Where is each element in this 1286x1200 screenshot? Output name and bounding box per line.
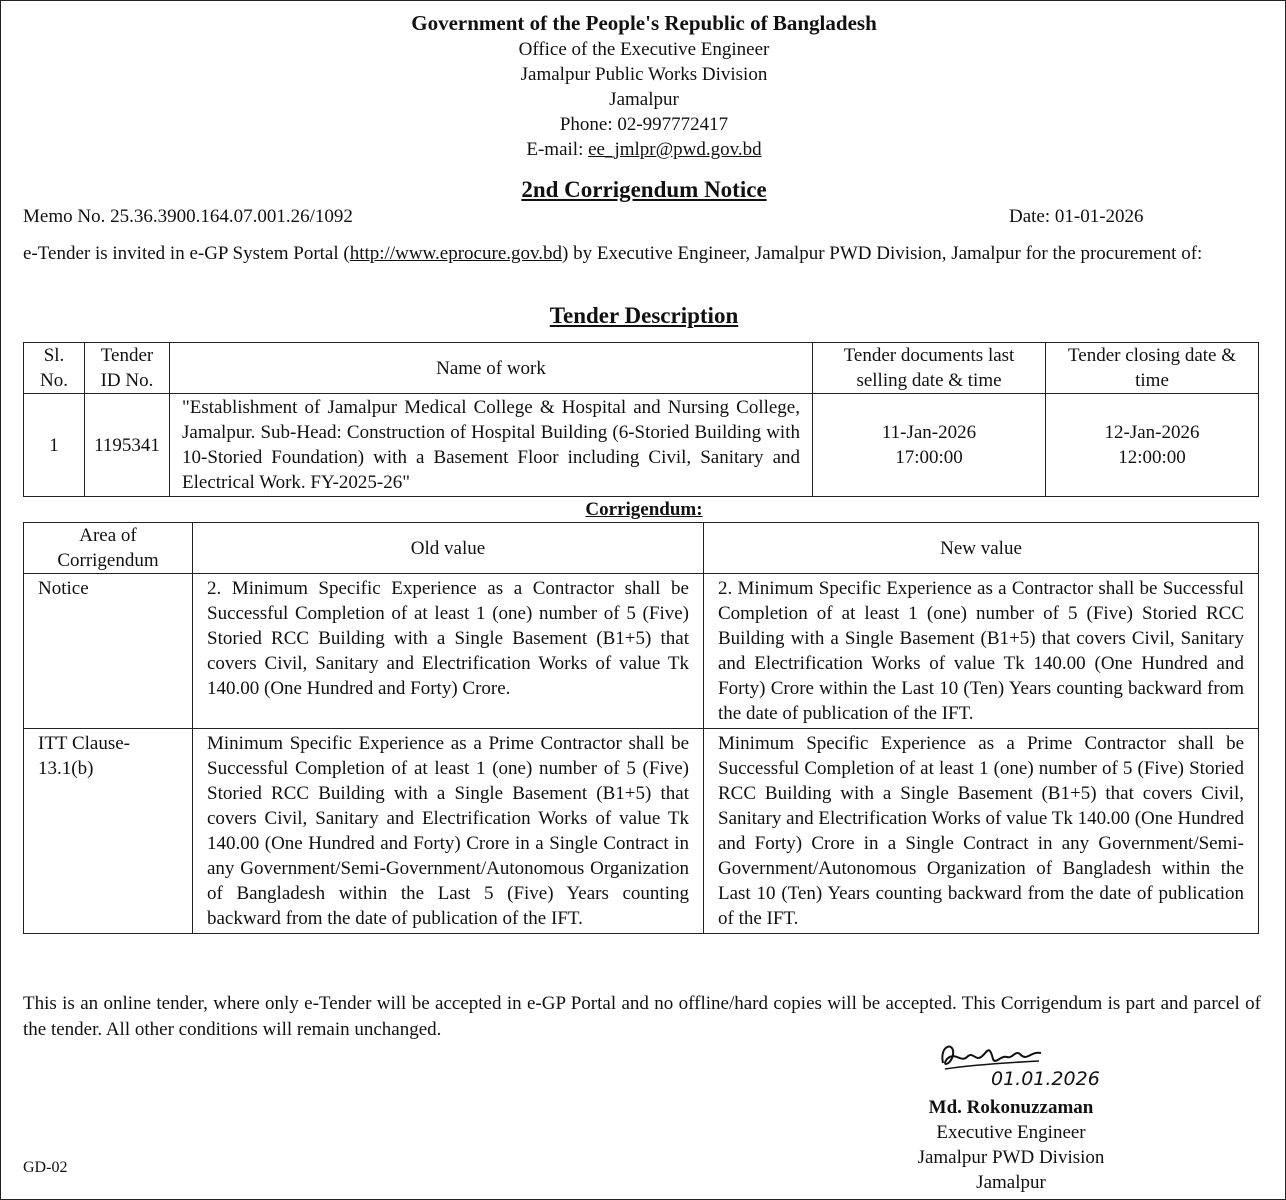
header-name-of-work: Name of work: [170, 343, 813, 394]
closing-time: 12:00:00: [1118, 447, 1186, 468]
signatory-designation: Executive Engineer: [936, 1122, 1086, 1143]
corrigendum-table: [23, 522, 1259, 934]
table-row: [24, 574, 1259, 729]
cell-tender-id: 1195341: [85, 394, 170, 497]
notice-date: Date: 01-01-2026: [1009, 206, 1144, 227]
office-name: Office of the Executive Engineer: [518, 39, 770, 60]
cell-old-value: 2. Minimum Specific Experience as a Contractor shall be Successful Completion of at least 1 (one) number of 5 (Five) Storied RCC Building with a Single Basement (B1+5) that covers Civil, Sanitary and Electrification Works of value Tk 140.00 (One Hundred and Forty) Crore.: [193, 574, 704, 729]
cell-sl: 1: [24, 394, 85, 497]
phone-number: Phone: 02-997772417: [559, 114, 729, 135]
email-link[interactable]: ee_jmlpr@pwd.gov.bd: [588, 139, 762, 160]
intro-text-end: ) by Executive Engineer, Jamalpur PWD Division, Jamalpur for the procurement of:: [562, 243, 1203, 264]
footer-paragraph: This is an online tender, where only e-Tender will be accepted in e-GP Portal and no offline/hard copies will be accepted. This Corrigendum is part and parcel of the tender. All other conditions will remain unchanged.: [23, 993, 1261, 1040]
cell-selling-date: [813, 394, 1046, 497]
cell-new-value: Minimum Specific Experience as a Prime Contractor shall be Successful Completion of at least 1 (one) number of 5 (Five) Storied RCC Building with a Single Basement (B1+5) that covers Civil, Sanitary and Electrification Works of value Tk 140.00 (One Hundred and Forty) Crore in a Single Contract in any Government/Semi-Government/Autonomous Organization of Bangladesh within the Last 10 (Ten) Years counting backward from the date of publication of the IFT.: [704, 729, 1259, 934]
email-label: E-mail:: [526, 139, 589, 160]
intro-paragraph: [23, 242, 1263, 266]
header-old-value: Old value: [193, 523, 704, 574]
cell-name-of-work: "Establishment of Jamalpur Medical College & Hospital and Nursing College, Jamalpur. Sub-Head: Construction of Hospital Building (6-Storied Building with 10-Storied Foundation) with a Basement Floor including Civil, Sanitary and Electrical Work. FY-2025-26": [170, 394, 813, 497]
cell-old-value: Minimum Specific Experience as a Prime Contractor shall be Successful Completion of at least 1 (one) number of 5 (Five) Storied RCC Building with a Single Basement (B1+5) that covers Civil, Sanitary and Electrification Works of value Tk 140.00 (One Hundred and Forty) Crore in a Single Contract in any Government/Semi-Government/Autonomous Organization of Bangladesh within the Last 5 (Five) Years counting backward from the date of publication of the IFT.: [193, 729, 704, 934]
corrigendum-table-header: [24, 523, 1259, 574]
cell-new-value: 2. Minimum Specific Experience as a Contractor shall be Successful Completion of at least 1 (one) number of 5 (Five) Storied RCC Building with a Single Basement (B1+5) that covers Civil, Sanitary and Electrification Works of value Tk 140.00 (One Hundred and Forty) Crore within the Last 10 (Ten) Years counting backward from the date of publication of the IFT.: [704, 574, 1259, 729]
memo-number: Memo No. 25.36.3900.164.07.001.26/1092: [23, 206, 353, 227]
signatory-block: [881, 1095, 1141, 1195]
eprocure-link[interactable]: http://www.eprocure.gov.bd: [349, 243, 563, 264]
tender-description-title: Tender Description: [549, 303, 739, 328]
header-sl: Sl. No.: [24, 343, 85, 394]
government-name: Government of the People's Republic of Bangladesh: [411, 11, 877, 35]
signature-date: 01.01.2026: [991, 1068, 1100, 1090]
email-line: [1, 137, 1286, 162]
intro-text-start: e-Tender is invited in e-GP System Portal (: [23, 243, 350, 264]
header-area: Area of Corrigendum: [24, 523, 193, 574]
table-row: [24, 729, 1259, 934]
letterhead: [1, 9, 1286, 162]
cell-area: Notice: [24, 574, 193, 729]
table-row: [24, 394, 1259, 497]
tender-table-header: [24, 343, 1259, 394]
closing-date: 12-Jan-2026: [1104, 422, 1200, 443]
signatory-city: Jamalpur: [976, 1172, 1046, 1193]
header-closing-date: Tender closing date & time: [1046, 343, 1259, 394]
corrigendum-title: Corrigendum:: [585, 499, 703, 520]
tender-table: [23, 342, 1259, 497]
selling-time: 17:00:00: [895, 447, 963, 468]
cell-area: ITT Clause-13.1(b): [24, 729, 193, 934]
header-selling-date: Tender documents last selling date & time: [813, 343, 1046, 394]
selling-date: 11-Jan-2026: [881, 422, 977, 443]
signatory-name: Md. Rokonuzzaman: [928, 1097, 1094, 1118]
handwritten-signature: [931, 1033, 1161, 1093]
signatory-division: Jamalpur PWD Division: [917, 1147, 1105, 1168]
cell-closing-date: [1046, 394, 1259, 497]
notice-title: 2nd Corrigendum Notice: [521, 177, 767, 202]
header-tender-id: Tender ID No.: [85, 343, 170, 394]
division-name: Jamalpur Public Works Division: [520, 64, 768, 85]
header-new-value: New value: [704, 523, 1259, 574]
city-name: Jamalpur: [609, 89, 679, 110]
form-code: GD-02: [23, 1159, 68, 1176]
